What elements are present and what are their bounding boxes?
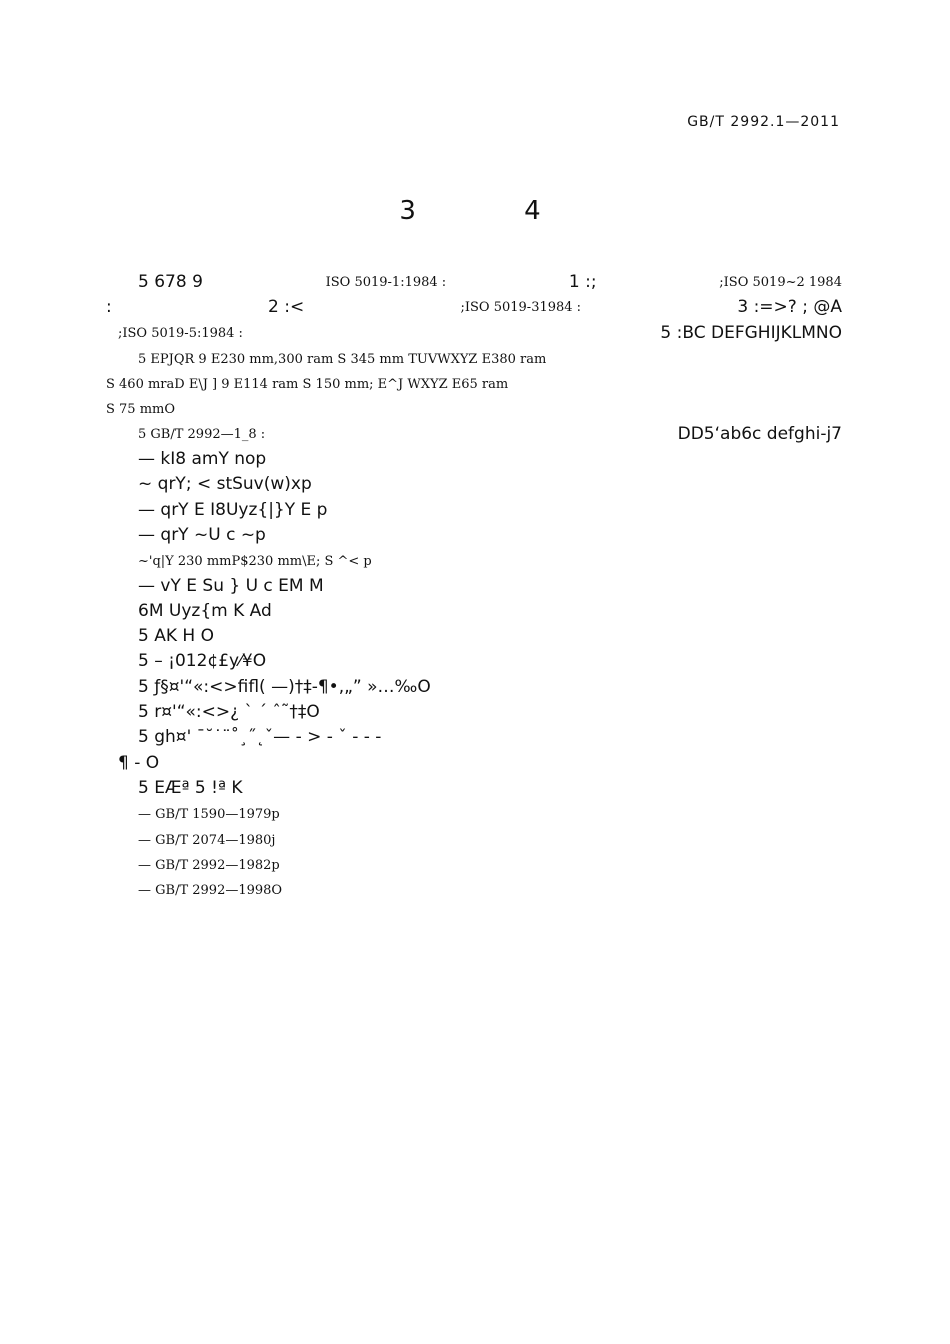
- line-segment: 5 AK H O: [138, 626, 214, 647]
- document-line: [106, 574, 842, 599]
- line-segment: 5 – ¡012¢£y⁄¥O: [138, 651, 267, 672]
- document-line: [106, 725, 842, 750]
- document-line: [106, 270, 842, 295]
- line-segment: 5 r¤'“«:<>¿ ` ´ ˆ˜†‡O: [138, 702, 320, 723]
- document-line: [106, 801, 842, 826]
- line-segment: — qrY E I8Uyz{|}Y E p: [138, 499, 328, 520]
- line-segment: — vY E Su } U c EM M: [138, 575, 324, 596]
- line-segment: — GB/T 1590—1979p: [138, 807, 280, 823]
- line-segment: 6M Uyz{m K Ad: [138, 600, 272, 621]
- document-line: [106, 498, 842, 523]
- line-segment: 5 gh¤' ¯˘˙¨˚¸˝˛ˇ— - > - ˇ - - -: [138, 727, 382, 748]
- line-segment: :: [106, 297, 112, 318]
- line-segment: 1 :;: [568, 272, 597, 292]
- document-line: [106, 371, 842, 396]
- line-segment: ;ISO 5019-5:1984 :: [118, 325, 243, 341]
- line-segment: 5 ƒ§¤'“«:<>ﬁﬂ( —)†‡-¶•‚„” »…‰O: [138, 676, 431, 697]
- line-segment: ~'q|Y 230 mmP$230 mm\E; S ^< p: [138, 554, 372, 570]
- document-line: [106, 776, 842, 801]
- document-line: [106, 346, 842, 371]
- document-line: [106, 827, 842, 852]
- line-segment: ISO 5019-1:1984 :: [325, 275, 447, 290]
- line-segment: 5 :BC DEFGHIJKLMNO: [660, 322, 842, 343]
- line-segment: ;ISO 5019-31984 :: [460, 300, 582, 316]
- document-line: [106, 396, 842, 421]
- line-segment: DD5‘ab6c defghi-j7: [677, 423, 842, 444]
- document-line: [106, 472, 842, 497]
- line-segment: ~ qrY; < stSuv(w)xp: [138, 474, 312, 495]
- document-line: [106, 295, 842, 320]
- line-segment: 5 EÆª 5 !ª K: [138, 777, 243, 798]
- document-line: [106, 675, 842, 700]
- line-segment: 2 :<: [268, 297, 305, 318]
- standard-number: GB/T 2992.1—2011: [687, 114, 840, 130]
- line-segment: — kI8 amY nop: [138, 449, 267, 470]
- line-segment: S 460 mraD E\J ] 9 E114 ram S 150 mm; E^J WXYZ E65 ram: [106, 377, 509, 393]
- line-segment: — qrY ~U c ~p: [138, 524, 266, 545]
- document-line: [106, 447, 842, 472]
- line-segment: 5 678 9: [138, 272, 203, 292]
- document-line: [106, 523, 842, 548]
- line-segment: 3 :=>? ; @A: [737, 297, 842, 318]
- line-segment: S 75 mmO: [106, 402, 176, 418]
- document-line: [106, 599, 842, 624]
- line-segment: — GB/T 2992—1982p: [138, 857, 280, 873]
- line-segment: ¶ - O: [118, 752, 160, 773]
- line-segment: — GB/T 2074—1980j: [138, 832, 276, 848]
- document-line: [106, 624, 842, 649]
- page-title: 3 4: [399, 196, 591, 226]
- document-line: [106, 877, 842, 902]
- line-segment: ;ISO 5019~2 1984: [719, 275, 842, 290]
- document-line: [106, 852, 842, 877]
- document-line: [106, 548, 842, 573]
- line-segment: — GB/T 2992—1998O: [138, 883, 283, 899]
- line-segment: 5 EPJQR 9 E230 mm,300 ram S 345 mm TUVWXYZ E380 ram: [138, 351, 547, 367]
- document-line: [106, 649, 842, 674]
- line-segment: 5 GB/T 2992—1_8 :: [138, 426, 266, 442]
- document-body: [106, 270, 842, 902]
- document-line: [106, 422, 842, 447]
- document-line: [106, 700, 842, 725]
- document-line: [106, 321, 842, 346]
- document-line: [106, 751, 842, 776]
